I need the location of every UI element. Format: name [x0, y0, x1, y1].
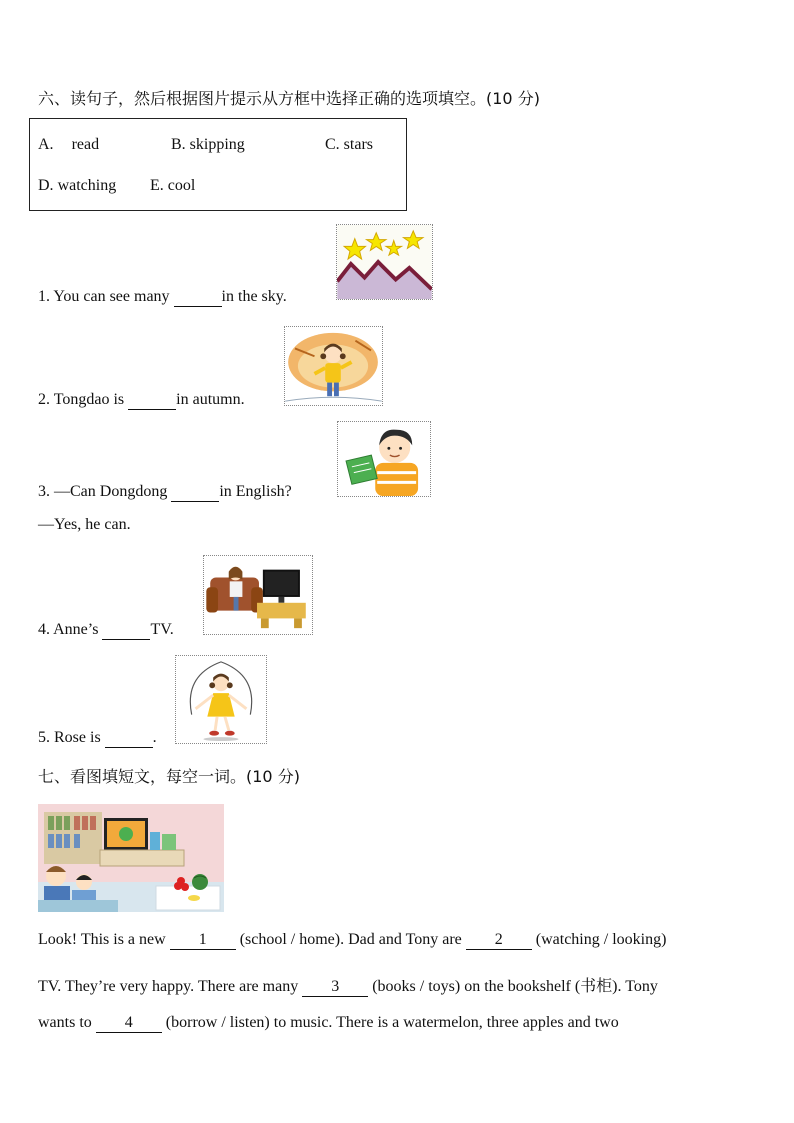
answer-blank-1[interactable]	[174, 288, 222, 307]
answer-blank-3[interactable]	[171, 483, 219, 502]
option-b: B. skipping	[171, 136, 245, 153]
question-3-answer-line: —Yes, he can.	[38, 516, 131, 533]
answer-blank-2[interactable]	[128, 391, 176, 410]
option-a: A. read	[38, 136, 100, 153]
option-c: C. stars	[325, 136, 373, 153]
passage-line-1: Look! This is a new 1 (school / home). Dad and Tony are 2 (watching / looking)	[38, 931, 667, 948]
passage-blank-2[interactable]: 2	[466, 931, 532, 950]
passage-blank-3[interactable]: 3	[302, 978, 368, 997]
passage-line-2: TV. They’re very happy. There are many 3 (books / toys) on the bookshelf (书柜). Tony	[38, 978, 658, 995]
option-e: E. cool	[150, 177, 196, 194]
girl-watching-tv-image	[203, 555, 313, 635]
option-d: D. watching	[38, 177, 117, 194]
question-5: 5. Rose is .	[38, 729, 157, 746]
word-choice-box	[29, 118, 407, 211]
answer-blank-4[interactable]	[102, 621, 150, 640]
section-7-title: 七、看图填短文，每空一词。(10 分)	[38, 767, 300, 786]
living-room-image	[38, 804, 224, 912]
question-3: 3. —Can Dongdong in English?	[38, 483, 292, 500]
passage-blank-1[interactable]: 1	[170, 931, 236, 950]
question-2: 2. Tongdao is in autumn.	[38, 391, 245, 408]
stars-mountains-image	[336, 224, 433, 300]
girl-autumn-image	[284, 326, 383, 406]
question-1: 1. You can see many in the sky.	[38, 288, 287, 305]
passage-blank-4[interactable]: 4	[96, 1014, 162, 1033]
passage-line-3: wants to 4 (borrow / listen) to music. There is a watermelon, three apples and two	[38, 1014, 619, 1031]
section-6-title: 六、读句子，然后根据图片提示从方框中选择正确的选项填空。(10 分)	[38, 89, 540, 108]
girl-skipping-image	[175, 655, 267, 744]
boy-reading-image	[337, 421, 431, 497]
answer-blank-5[interactable]	[105, 729, 153, 748]
question-4: 4. Anne’s TV.	[38, 621, 174, 638]
